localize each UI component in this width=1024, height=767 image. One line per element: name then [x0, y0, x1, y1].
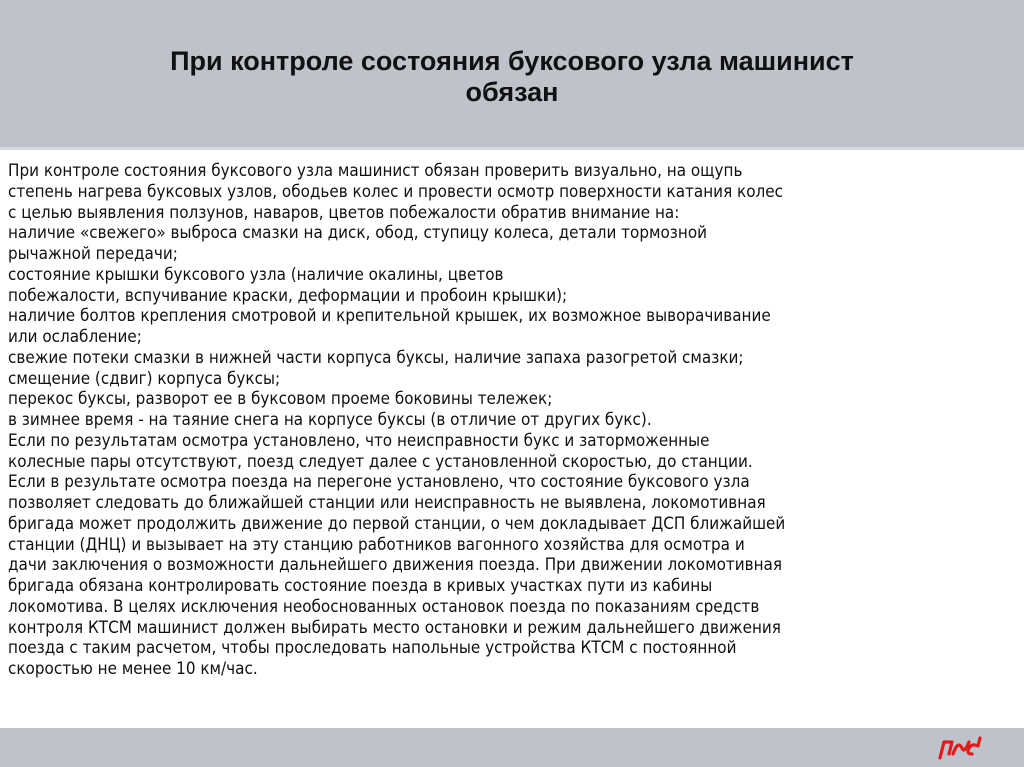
body-line: рычажной передачи;: [8, 244, 178, 264]
body-line: степень нагрева буксовых узлов, ободьев колес и провести осмотр поверхности катания колес: [8, 181, 784, 202]
body-line: станции (ДНЦ) и вызывает на эту станцию работников вагонного хозяйства для осмотра и: [8, 534, 745, 555]
body-line: состояние крышки буксового узла (наличие окалины, цветов: [8, 264, 504, 285]
body-line: бригада обязана контролировать состояние поезда в кривых участках пути из кабины: [8, 576, 713, 596]
body-line: контроля КТСМ машинист должен выбирать место остановки и режим дальнейшего движения: [8, 617, 781, 638]
body-line: в зимнее время - на таяние снега на корпусе буксы (в отличие от других букс).: [8, 410, 652, 430]
body-line: свежие потеки смазки в нижней части корпуса буксы, наличие запаха разогретой смазки;: [8, 347, 744, 368]
body-line: Если в результате осмотра поезда на перегоне установлено, что состояние буксового узла: [8, 472, 750, 493]
body-line: дачи заключения о возможности дальнейшего движения поезда. При движении локомотивная: [8, 555, 783, 576]
body-line: перекос буксы, разворот ее в буксовом проеме боковины тележек;: [8, 389, 553, 410]
body-line: колесные пары отсутствуют, поезд следует далее с установленной скоростью, до станции.: [8, 451, 753, 472]
slide-body-text: [8, 161, 1010, 680]
body-line: скоростью не менее 10 км/час.: [8, 659, 258, 679]
body-line: Если по результатам осмотра установлено, что неисправности букс и заторможенные: [8, 430, 710, 451]
rzd-logo-icon: [936, 734, 986, 760]
body-line: При контроле состояния буксового узла машинист обязан проверить визуально, на ощупь: [8, 161, 743, 181]
title-band: [0, 0, 1024, 150]
body-line: побежалости, вспучивание краски, деформации и пробоин крышки);: [8, 285, 568, 306]
body-line: наличие болтов крепления смотровой и крепительной крышек, их возможное выворачивание: [8, 306, 771, 327]
body-line: поезда с таким расчетом, чтобы проследовать напольные устройства КТСМ с постоянной: [8, 638, 737, 659]
body-line: или ослабление;: [8, 327, 142, 347]
body-line: позволяет следовать до ближайшей станции или неисправность не выявлена, локомотивная: [8, 493, 766, 513]
title-line: обязан: [465, 77, 559, 107]
body-line: бригада может продолжить движение до первой станции, о чем докладывает ДСП ближайшей: [8, 513, 786, 534]
body-line: наличие «свежего» выброса смазки на диск, обод, ступицу колеса, детали тормозной: [8, 223, 708, 244]
body-line: локомотива. В целях исключения необоснованных остановок поезда по показаниям средств: [8, 596, 760, 617]
title-line: При контроле состояния буксового узла машинист: [170, 46, 854, 76]
body-line: с целью выявления ползунов, наваров, цветов побежалости обратив внимание на:: [8, 202, 680, 223]
footer-band: [0, 728, 1024, 767]
slide-title: [60, 46, 964, 108]
body-line: смещение (сдвиг) корпуса буксы;: [8, 368, 281, 389]
